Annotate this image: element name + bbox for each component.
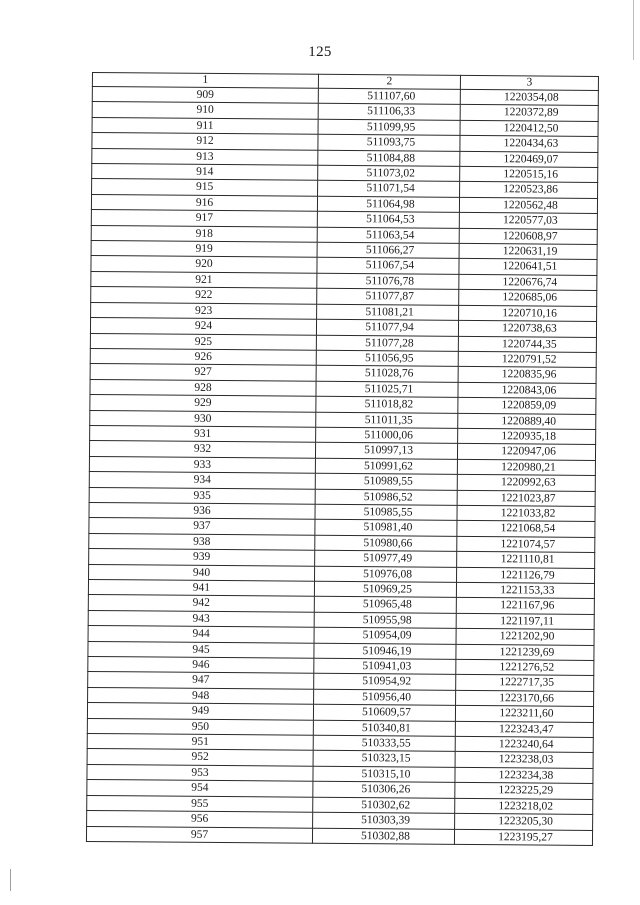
point-number-cell: 951 (87, 734, 313, 751)
point-number-cell: 933 (89, 456, 315, 473)
y-coordinate-cell: 1220935,18 (458, 428, 596, 444)
y-coordinate-cell: 1220515,16 (460, 166, 598, 182)
x-coordinate-cell: 510954,09 (314, 627, 456, 644)
y-coordinate-cell: 1220685,06 (459, 290, 597, 306)
coordinates-table (86, 72, 599, 846)
x-coordinate-cell: 510303,39 (313, 812, 455, 829)
y-coordinate-cell: 1220631,19 (459, 243, 597, 259)
point-number-cell: 924 (90, 318, 316, 335)
x-coordinate-cell: 510976,08 (315, 566, 457, 583)
point-number-cell: 927 (90, 364, 316, 381)
point-number-cell: 955 (87, 795, 313, 812)
y-coordinate-cell: 1220859,09 (458, 398, 596, 414)
x-coordinate-cell: 510333,55 (313, 735, 455, 752)
point-number-cell: 928 (90, 379, 316, 396)
y-coordinate-cell: 1220434,63 (460, 136, 598, 152)
point-number-cell: 947 (88, 672, 314, 689)
point-number-cell: 957 (86, 826, 312, 843)
y-coordinate-cell: 1220354,08 (460, 89, 598, 105)
y-coordinate-cell: 1220744,35 (458, 336, 596, 352)
point-number-cell: 946 (88, 657, 314, 674)
y-coordinate-cell: 1221153,33 (456, 582, 594, 598)
column-header-point-number: 1 (92, 73, 318, 89)
x-coordinate-cell: 510941,03 (314, 658, 456, 675)
x-coordinate-cell: 510956,40 (314, 689, 456, 706)
y-coordinate-cell: 1220947,06 (457, 444, 595, 460)
y-coordinate-cell: 1220412,50 (460, 120, 598, 136)
x-coordinate-cell: 511000,06 (316, 427, 458, 444)
x-coordinate-cell: 510969,25 (314, 581, 456, 598)
x-coordinate-cell: 510323,15 (313, 751, 455, 768)
y-coordinate-cell: 1221276,52 (456, 659, 594, 675)
point-number-cell: 939 (89, 549, 315, 566)
x-coordinate-cell: 511063,54 (317, 227, 459, 244)
y-coordinate-cell: 1223211,60 (455, 706, 593, 722)
x-coordinate-cell: 510977,49 (315, 550, 457, 567)
point-number-cell: 926 (90, 348, 316, 365)
y-coordinate-cell: 1220843,06 (458, 382, 596, 398)
point-number-cell: 948 (88, 687, 314, 704)
point-number-cell: 940 (89, 564, 315, 581)
y-coordinate-cell: 1221197,11 (456, 613, 594, 629)
y-coordinate-cell: 1221167,96 (456, 598, 594, 614)
point-number-cell: 915 (92, 179, 318, 196)
y-coordinate-cell: 1220992,63 (457, 475, 595, 491)
point-number-cell: 931 (90, 425, 316, 442)
y-coordinate-cell: 1220372,89 (460, 105, 598, 121)
y-coordinate-cell: 1221110,81 (457, 552, 595, 568)
y-coordinate-cell: 1220641,51 (459, 259, 597, 275)
y-coordinate-cell: 1220523,86 (460, 182, 598, 198)
point-number-cell: 956 (87, 811, 313, 828)
point-number-cell: 930 (90, 410, 316, 427)
point-number-cell: 938 (89, 533, 315, 550)
y-coordinate-cell: 1220738,63 (458, 320, 596, 336)
x-coordinate-cell: 511025,71 (316, 381, 458, 398)
x-coordinate-cell: 511106,33 (318, 104, 460, 121)
x-coordinate-cell: 510980,66 (315, 535, 457, 552)
x-coordinate-cell: 511076,78 (317, 273, 459, 290)
point-number-cell: 925 (90, 333, 316, 350)
x-coordinate-cell: 511077,28 (316, 335, 458, 352)
x-coordinate-cell: 510991,62 (315, 458, 457, 475)
point-number-cell: 912 (92, 133, 318, 150)
y-coordinate-cell: 1223205,30 (455, 813, 593, 829)
point-number-cell: 919 (91, 241, 317, 258)
point-number-cell: 941 (88, 579, 314, 596)
x-coordinate-cell: 510985,55 (315, 504, 457, 521)
page-number: 125 (308, 44, 332, 60)
x-coordinate-cell: 510965,48 (314, 597, 456, 614)
x-coordinate-cell: 511028,76 (316, 366, 458, 383)
y-coordinate-cell: 1223238,03 (455, 752, 593, 768)
point-number-cell: 916 (91, 194, 317, 211)
scan-edge-mark (10, 869, 11, 891)
y-coordinate-cell: 1220835,96 (458, 367, 596, 383)
point-number-cell: 917 (91, 210, 317, 227)
x-coordinate-cell: 511018,82 (316, 396, 458, 413)
point-number-cell: 952 (87, 749, 313, 766)
x-coordinate-cell: 511066,27 (317, 242, 459, 259)
x-coordinate-cell: 511011,35 (316, 412, 458, 429)
x-coordinate-cell: 511081,21 (317, 304, 459, 321)
x-coordinate-cell: 510315,10 (313, 766, 455, 783)
y-coordinate-cell: 1220676,74 (459, 274, 597, 290)
x-coordinate-cell: 510609,57 (313, 705, 455, 722)
point-number-cell: 911 (92, 117, 318, 134)
x-coordinate-cell: 511067,54 (317, 258, 459, 275)
x-coordinate-cell: 511099,95 (318, 119, 460, 136)
point-number-cell: 934 (89, 472, 315, 489)
y-coordinate-cell: 1223195,27 (454, 829, 592, 845)
point-number-cell: 913 (92, 148, 318, 165)
y-coordinate-cell: 1221023,87 (457, 490, 595, 506)
x-coordinate-cell: 511064,98 (317, 196, 459, 213)
point-number-cell: 918 (91, 225, 317, 242)
x-coordinate-cell: 510340,81 (313, 720, 455, 737)
y-coordinate-cell: 1223234,38 (455, 767, 593, 783)
x-coordinate-cell: 511071,54 (318, 181, 460, 198)
point-number-cell: 949 (87, 703, 313, 720)
point-number-cell: 937 (89, 518, 315, 535)
y-coordinate-cell: 1220889,40 (458, 413, 596, 429)
x-coordinate-cell: 510954,92 (314, 674, 456, 691)
point-number-cell: 920 (91, 256, 317, 273)
point-number-cell: 923 (91, 302, 317, 319)
x-coordinate-cell: 510955,98 (314, 612, 456, 629)
x-coordinate-cell: 511056,95 (316, 350, 458, 367)
point-number-cell: 950 (87, 718, 313, 735)
point-number-cell: 929 (90, 395, 316, 412)
y-coordinate-cell: 1220562,48 (459, 197, 597, 213)
x-coordinate-cell: 511073,02 (318, 165, 460, 182)
y-coordinate-cell: 1220577,03 (459, 213, 597, 229)
point-number-cell: 914 (92, 164, 318, 181)
x-coordinate-cell: 511077,94 (316, 319, 458, 336)
y-coordinate-cell: 1222717,35 (456, 675, 594, 691)
x-coordinate-cell: 510981,40 (315, 520, 457, 537)
y-coordinate-cell: 1223170,66 (456, 690, 594, 706)
x-coordinate-cell: 510946,19 (314, 643, 456, 660)
point-number-cell: 942 (88, 595, 314, 612)
point-number-cell: 910 (92, 102, 318, 119)
y-coordinate-cell: 1221126,79 (457, 567, 595, 583)
x-coordinate-cell: 511084,88 (318, 150, 460, 167)
y-coordinate-cell: 1223218,02 (455, 798, 593, 814)
x-coordinate-cell: 510989,55 (315, 473, 457, 490)
y-coordinate-cell: 1223225,29 (455, 783, 593, 799)
x-coordinate-cell: 511064,53 (317, 212, 459, 229)
x-coordinate-cell: 511107,60 (318, 88, 460, 105)
point-number-cell: 945 (88, 641, 314, 658)
y-coordinate-cell: 1223240,64 (455, 736, 593, 752)
column-header-x: 2 (318, 74, 460, 89)
point-number-cell: 932 (89, 441, 315, 458)
x-coordinate-cell: 510302,88 (312, 828, 454, 845)
y-coordinate-cell: 1220791,52 (458, 351, 596, 367)
point-number-cell: 944 (88, 626, 314, 643)
y-coordinate-cell: 1221068,54 (457, 521, 595, 537)
y-coordinate-cell: 1220608,97 (459, 228, 597, 244)
y-coordinate-cell: 1221239,69 (456, 644, 594, 660)
x-coordinate-cell: 510997,13 (315, 443, 457, 460)
point-number-cell: 943 (88, 610, 314, 627)
y-coordinate-cell: 1220980,21 (457, 459, 595, 475)
point-number-cell: 954 (87, 780, 313, 797)
table-row (86, 826, 592, 845)
x-coordinate-cell: 510986,52 (315, 489, 457, 506)
column-header-y: 3 (460, 75, 598, 90)
x-coordinate-cell: 510302,62 (313, 797, 455, 814)
y-coordinate-cell: 1220710,16 (459, 305, 597, 321)
scan-edge-mark (633, 0, 634, 60)
y-coordinate-cell: 1221033,82 (457, 505, 595, 521)
table-body (86, 87, 598, 846)
x-coordinate-cell: 510306,26 (313, 782, 455, 799)
y-coordinate-cell: 1221074,57 (457, 536, 595, 552)
x-coordinate-cell: 511077,87 (317, 289, 459, 306)
y-coordinate-cell: 1221202,90 (456, 629, 594, 645)
point-number-cell: 921 (91, 271, 317, 288)
point-number-cell: 953 (87, 764, 313, 781)
x-coordinate-cell: 511093,75 (318, 134, 460, 151)
y-coordinate-cell: 1223243,47 (455, 721, 593, 737)
y-coordinate-cell: 1220469,07 (460, 151, 598, 167)
point-number-cell: 922 (91, 287, 317, 304)
point-number-cell: 909 (92, 87, 318, 104)
point-number-cell: 935 (89, 487, 315, 504)
point-number-cell: 936 (89, 502, 315, 519)
